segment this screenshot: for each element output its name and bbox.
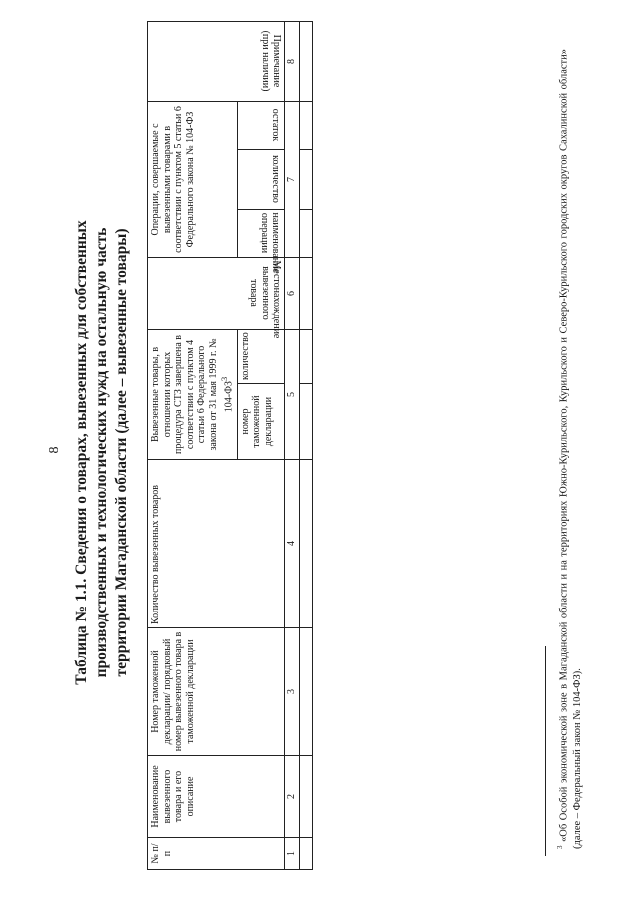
goods-table — [147, 21, 313, 870]
header-completed-goods — [148, 329, 238, 459]
column-number-row — [285, 21, 300, 869]
footnote-divider — [545, 646, 546, 856]
col-num-6: 6 — [285, 257, 300, 329]
title-line-1: Таблица № 1.1. Сведения о товарах, вывезенных для собственных — [73, 220, 90, 685]
subheader-quantity: количество — [237, 329, 284, 383]
title-line-3: территории Магаданской области (далее – вывезенные товары) — [113, 228, 130, 677]
header-declaration-number: Номер таможенной декларации/ порядковый номер вывезенного товара в таможенной декларации — [148, 628, 285, 756]
col-num-4: 4 — [285, 460, 300, 628]
cell — [299, 756, 312, 838]
footnote — [554, 49, 584, 849]
cell — [299, 329, 312, 383]
cell — [299, 149, 312, 209]
page-number: 8 — [47, 446, 62, 454]
cell — [299, 209, 312, 257]
header-goods-quantity: Количество вывезенных товаров — [148, 460, 285, 628]
header-goods-name: Наименование вывезенного товара и его описание — [148, 756, 285, 838]
subheader-operation-quantity — [237, 149, 284, 209]
header-note — [148, 21, 285, 101]
cell — [299, 21, 312, 101]
empty-data-row — [299, 21, 312, 869]
subheader-operation-name-text: наименование операции — [259, 212, 282, 274]
header-location — [148, 257, 285, 339]
cell — [299, 460, 312, 628]
subheader-declaration-number: номер таможенной декларации — [237, 384, 284, 460]
col-num-5: 5 — [285, 329, 300, 459]
subheader-remainder — [237, 101, 284, 149]
footnote-ref: 3 — [220, 376, 229, 381]
subheader-operation-quantity-text: количество — [271, 155, 282, 204]
header-operations: Операции, совершаемые с вывезенными товарами в соответствии с пунктом 5 статьи 6 Федерального закона № 104-ФЗ — [148, 101, 238, 257]
header-number: № п/п — [148, 838, 285, 870]
cell — [299, 628, 312, 756]
subheader-operation-name — [237, 209, 284, 274]
cell — [299, 101, 312, 149]
col-num-1: 1 — [285, 838, 300, 870]
header-note-text: Примечание (при наличии) — [259, 31, 282, 92]
col-num-3: 3 — [285, 628, 300, 756]
header-completed-goods-text: Вывезенные товары, в отношении которых процедура СТЗ завершена в соответствии с пунктом 4 статьи 6 Федерального закона от 31 мая 1999 г. № 104-ФЗ — [150, 335, 235, 454]
cell — [299, 838, 312, 870]
header-row — [148, 21, 238, 869]
col-num-2: 2 — [285, 756, 300, 838]
footnote-marker: 3 — [556, 845, 564, 849]
col-num-7: 7 — [285, 101, 300, 257]
footnote-text: «Об Особой экономической зоне в Магаданской области и на территориях Южно-Курильского, Курильского и Северо-Курильского городских округов Сахалинской области» (далее – Федеральный закон № 104-ФЗ). — [558, 49, 583, 849]
col-num-8: 8 — [285, 21, 300, 101]
cell — [299, 257, 312, 329]
cell — [299, 384, 312, 460]
title-line-2: производственных и технологических нужд на остальную часть — [93, 227, 110, 678]
header-location-text: Местонахождение вывезенного товара — [248, 260, 282, 339]
subheader-remainder-text: остаток — [271, 109, 282, 142]
table-title — [72, 40, 132, 865]
